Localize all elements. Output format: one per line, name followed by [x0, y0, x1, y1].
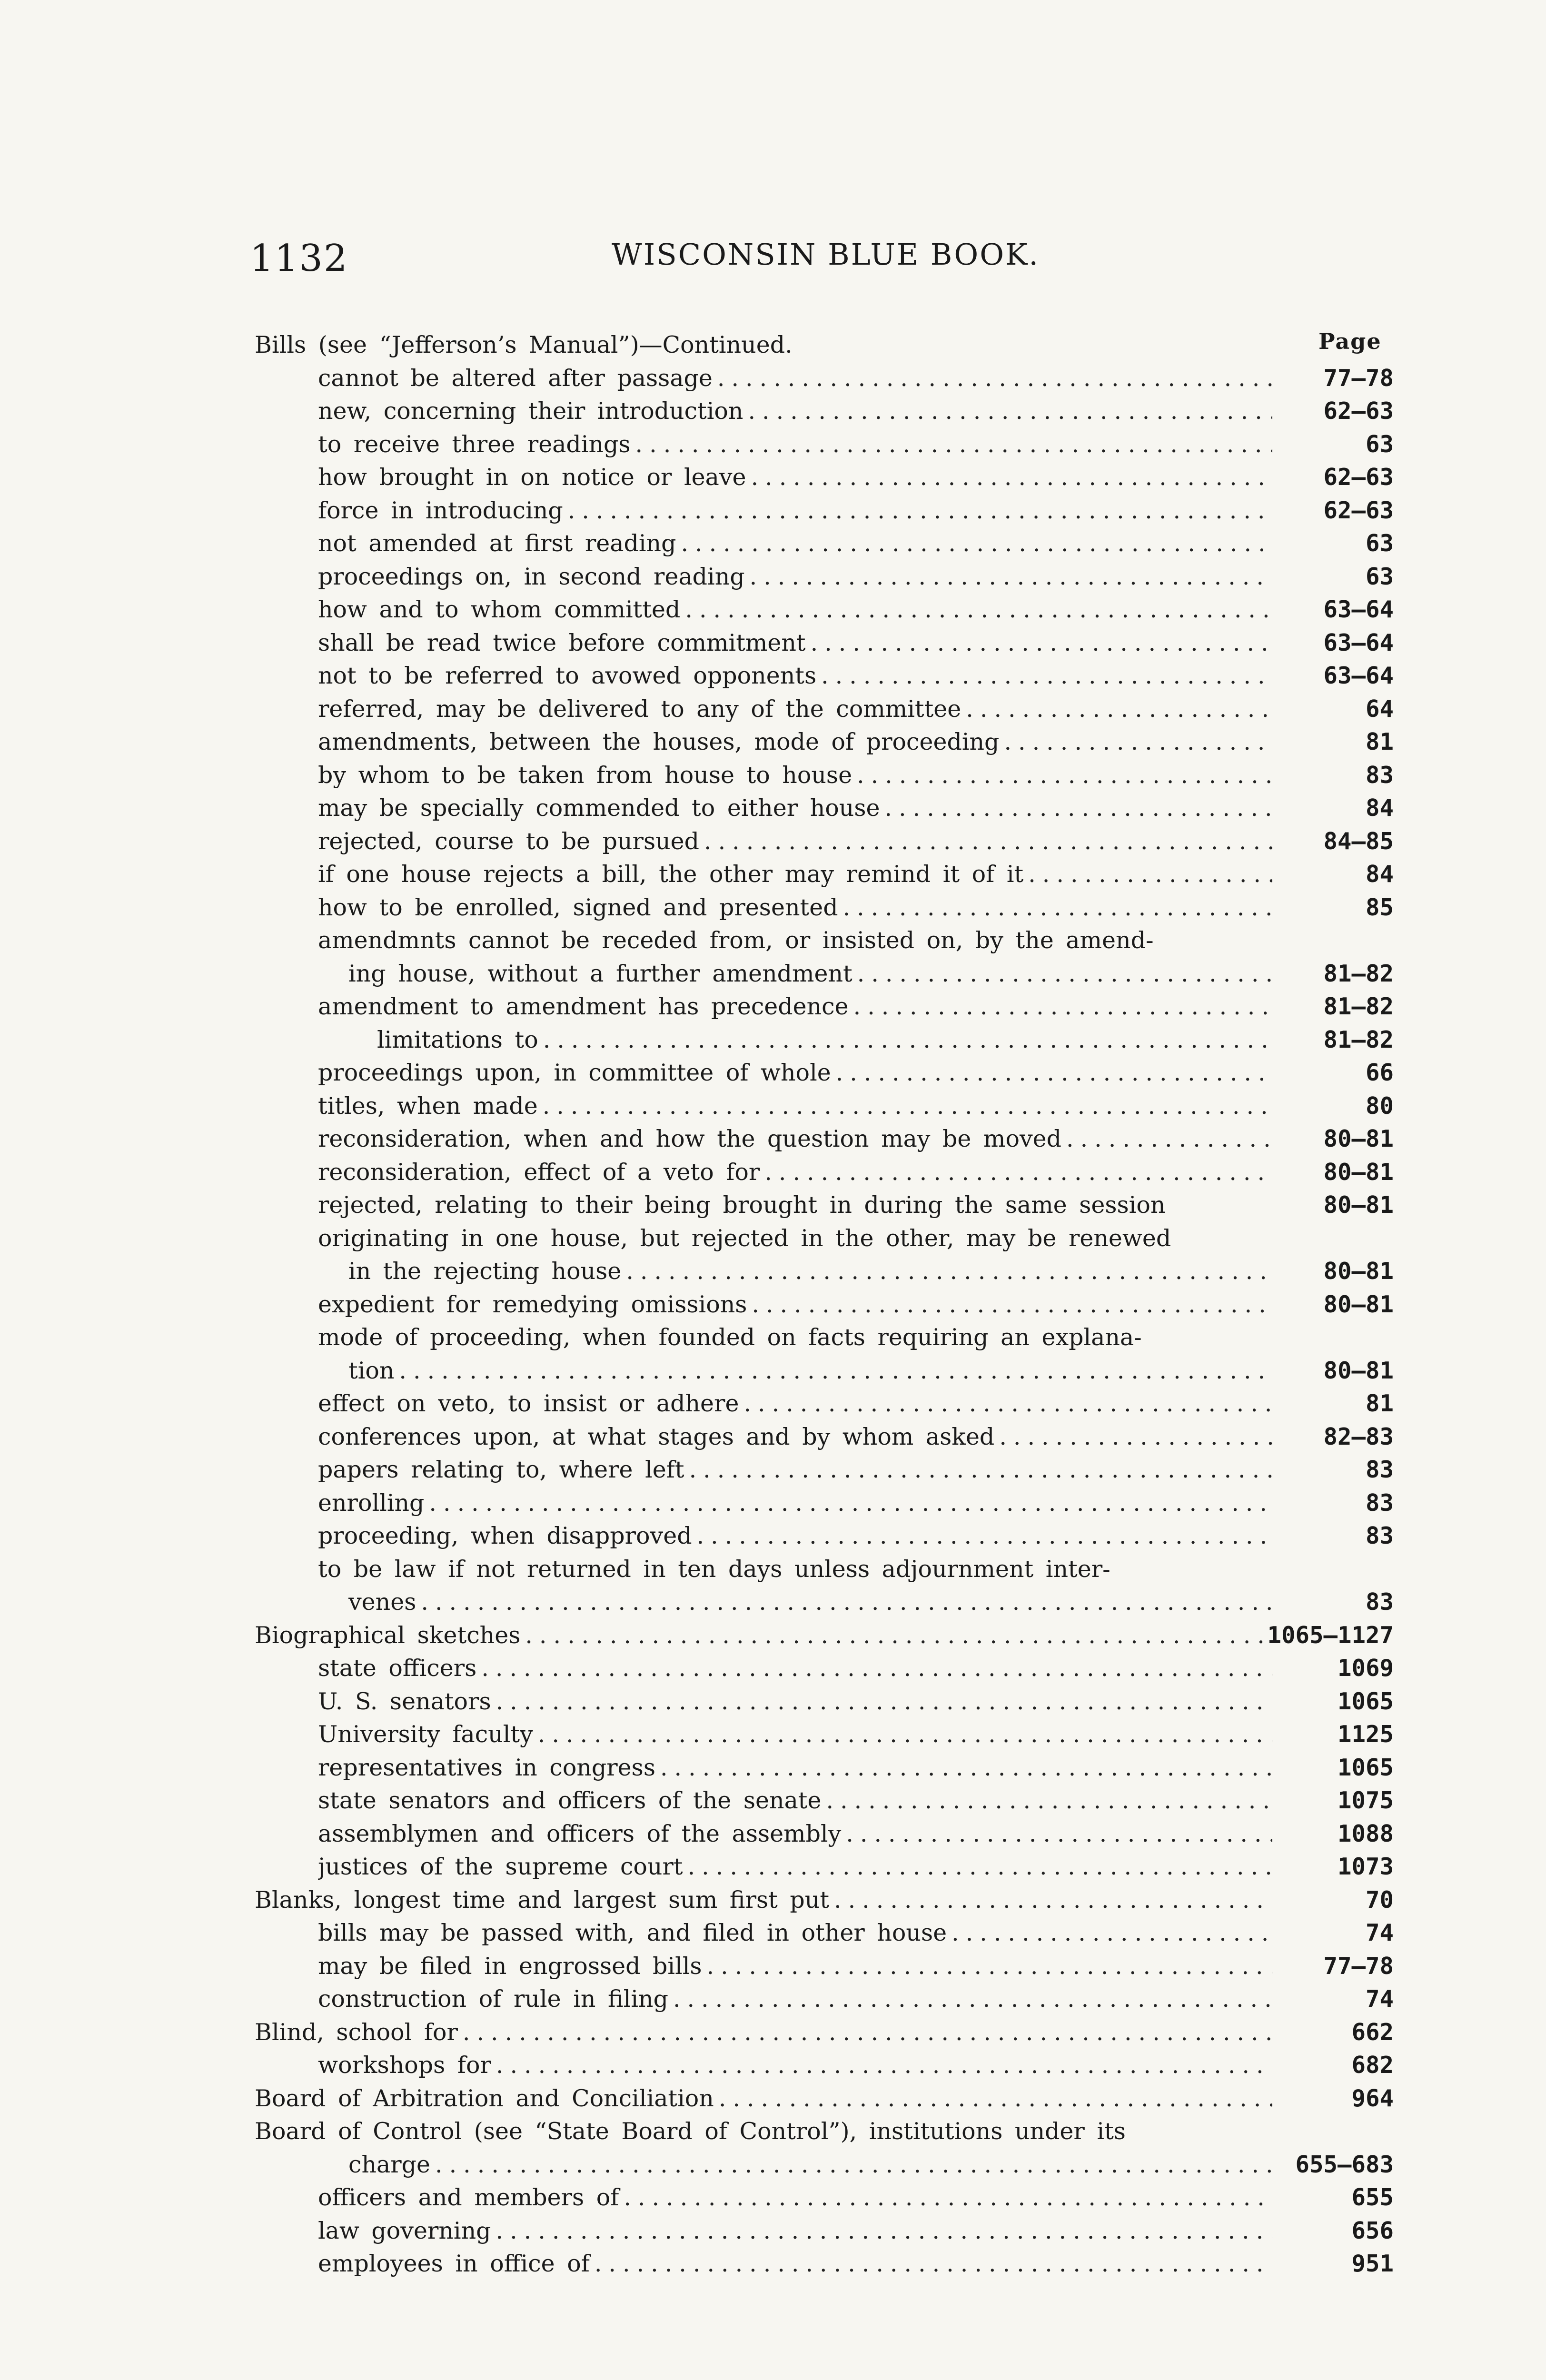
- dot-leader: [826, 1784, 1273, 1817]
- index-entry: [0, 1321, 1546, 1354]
- entry-page-ref: 63–64: [1323, 662, 1394, 689]
- entry-text: U. S. senators: [318, 1687, 491, 1715]
- index-entry: [0, 1983, 1546, 2016]
- index-entry: [0, 2115, 1546, 2148]
- dot-leader: [1004, 725, 1272, 759]
- entry-page-ref: 83: [1365, 761, 1394, 789]
- entry-page-ref: 1088: [1337, 1820, 1394, 1847]
- entry-page-ref: 84: [1365, 861, 1394, 888]
- entry-text: law governing: [318, 2217, 491, 2244]
- entry-text: representatives in congress: [318, 1754, 655, 1781]
- index-entry: [0, 428, 1546, 461]
- dot-leader: [688, 1850, 1272, 1884]
- entry-text: conferences upon, at what stages and by whom asked: [318, 1423, 995, 1450]
- dot-leader: [719, 2082, 1272, 2115]
- index-entries: [0, 328, 1546, 2281]
- entry-text: proceeding, when disapproved: [318, 1522, 692, 1549]
- entry-text: shall be read twice before commitment: [318, 629, 806, 656]
- dot-leader: [685, 593, 1272, 626]
- dot-leader: [704, 825, 1272, 858]
- index-entry: [0, 1056, 1546, 1090]
- index-entry: [0, 1420, 1546, 1454]
- entry-text: construction of rule in filing: [318, 1985, 668, 2013]
- index-entry: [0, 1453, 1546, 1487]
- index-entry: [0, 1718, 1546, 1751]
- entry-page-ref: 1065–1127: [1267, 1621, 1394, 1649]
- entry-page-ref: 80–81: [1323, 1191, 1394, 1219]
- entry-text: Board of Control (see “State Board of Control”), institutions under its: [255, 2118, 1126, 2145]
- dot-leader: [525, 1619, 1272, 1652]
- entry-page-ref: 80–81: [1323, 1357, 1394, 1384]
- entry-text: papers relating to, where left: [318, 1456, 684, 1483]
- dot-leader: [496, 2049, 1272, 2082]
- entry-page-ref: 655: [1351, 2184, 1394, 2211]
- index-entry: [0, 2181, 1546, 2214]
- entry-text: rejected, course to be pursued: [318, 827, 700, 855]
- dot-leader: [697, 1519, 1272, 1553]
- entry-text: state officers: [318, 1655, 477, 1682]
- entry-text: amendment to amendment has precedence: [318, 993, 849, 1020]
- index-entry: [0, 659, 1546, 693]
- entry-text: to receive three readings: [318, 430, 631, 458]
- entry-page-ref: 1065: [1337, 1754, 1394, 1781]
- index-entry: [0, 1652, 1546, 1685]
- entry-text: to be law if not returned in ten days unless adjournment inter-: [318, 1555, 1110, 1583]
- entry-page-ref: 80–81: [1323, 1258, 1394, 1285]
- index-entry: [0, 792, 1546, 825]
- dot-leader: [624, 2181, 1272, 2214]
- entry-text: may be filed in engrossed bills: [318, 1952, 702, 1980]
- entry-text: referred, may be delivered to any of the committee: [318, 695, 961, 723]
- entry-page-ref: 1069: [1337, 1655, 1394, 1682]
- entry-page-ref: 74: [1365, 1919, 1394, 1946]
- entry-text: may be specially commended to either house: [318, 794, 880, 822]
- entry-text: Blind, school for: [255, 2018, 458, 2046]
- index-entry: [0, 1916, 1546, 1950]
- index-entry: [0, 825, 1546, 858]
- dot-leader: [885, 792, 1273, 825]
- entry-page-ref: 64: [1365, 695, 1394, 723]
- entry-text: expedient for remedying omissions: [318, 1290, 747, 1318]
- dot-leader: [846, 1817, 1272, 1851]
- index-entry: [0, 1023, 1546, 1057]
- entry-text: workshops for: [318, 2052, 491, 2079]
- index-entry: [0, 1817, 1546, 1851]
- dot-leader: [435, 2148, 1272, 2182]
- entry-text: state senators and officers of the senate: [318, 1787, 822, 1814]
- index-entry: [0, 1950, 1546, 1983]
- entry-text: bills may be passed with, and filed in other house: [318, 1919, 947, 1946]
- dot-leader: [717, 362, 1272, 395]
- dot-leader: [966, 693, 1272, 726]
- dot-leader: [1028, 858, 1272, 891]
- dot-leader: [626, 1255, 1272, 1288]
- entry-page-ref: 81: [1365, 1390, 1394, 1417]
- index-entry: [0, 1751, 1546, 1785]
- entry-page-ref: 63–64: [1323, 596, 1394, 623]
- entry-page-ref: 62–63: [1323, 464, 1394, 491]
- index-entry: [0, 1685, 1546, 1718]
- entry-page-ref: 81–82: [1323, 1026, 1394, 1053]
- entry-page-ref: 62–63: [1323, 496, 1394, 524]
- entry-text: titles, when made: [318, 1092, 538, 1120]
- dot-leader: [752, 1288, 1272, 1321]
- entry-page-ref: 83: [1365, 1588, 1394, 1616]
- entry-text: amendments, between the houses, mode of proceeding: [318, 728, 1000, 755]
- index-entry: [0, 1288, 1546, 1321]
- entry-text: ing house, without a further amendment: [348, 960, 852, 987]
- entry-page-ref: 81–82: [1323, 993, 1394, 1020]
- index-entry: [0, 527, 1546, 560]
- dot-leader: [429, 1487, 1272, 1520]
- entry-text: proceedings upon, in committee of whole: [318, 1059, 831, 1086]
- index-entry: [0, 1884, 1546, 1917]
- index-entry: [0, 957, 1546, 991]
- entry-text: originating in one house, but rejected in the other, may be renewed: [318, 1224, 1171, 1252]
- entry-page-ref: 63: [1365, 430, 1394, 458]
- index-entry: [0, 759, 1546, 792]
- index-entry: [0, 593, 1546, 626]
- dot-leader: [748, 395, 1272, 428]
- entry-text: reconsideration, when and how the question may be moved: [318, 1125, 1062, 1152]
- entry-text: reconsideration, effect of a veto for: [318, 1158, 760, 1186]
- entry-text: force in introducing: [318, 496, 563, 524]
- dot-leader: [764, 1156, 1272, 1189]
- entry-page-ref: 82–83: [1323, 1423, 1394, 1450]
- index-entry: [0, 924, 1546, 957]
- dot-leader: [857, 759, 1272, 792]
- dot-leader: [463, 2016, 1272, 2049]
- dot-leader: [834, 1884, 1272, 1917]
- dot-leader: [750, 560, 1272, 594]
- dot-leader: [421, 1586, 1272, 1619]
- index-entry: [0, 2214, 1546, 2248]
- entry-text: University faculty: [318, 1721, 533, 1748]
- index-entry: [0, 1850, 1546, 1884]
- index-entry: [0, 395, 1546, 428]
- entry-text: mode of proceeding, when founded on facts requiring an explana-: [318, 1324, 1142, 1351]
- index-entry: [0, 494, 1546, 527]
- entry-text: charge: [348, 2151, 431, 2178]
- entry-page-ref: 66: [1365, 1059, 1394, 1086]
- entry-text: assemblymen and officers of the assembly: [318, 1820, 842, 1847]
- index-entry: [0, 1156, 1546, 1189]
- dot-leader: [836, 1056, 1272, 1090]
- entry-page-ref: 77–78: [1323, 1952, 1394, 1980]
- index-entry: [0, 1553, 1546, 1586]
- index-entry: [0, 1619, 1546, 1652]
- entry-text: cannot be altered after passage: [318, 364, 713, 392]
- entry-page-ref: 80–81: [1323, 1158, 1394, 1186]
- dot-leader: [660, 1751, 1272, 1785]
- dot-leader: [635, 428, 1272, 461]
- entry-page-ref: 682: [1351, 2052, 1394, 2079]
- entry-page-ref: 80–81: [1323, 1290, 1394, 1318]
- entry-page-ref: 63: [1365, 530, 1394, 557]
- index-entry: [0, 990, 1546, 1023]
- entry-text: amendmnts cannot be receded from, or insisted on, by the amend-: [318, 927, 1154, 954]
- page-column-label: Page: [1318, 328, 1382, 354]
- index-entry: [0, 2148, 1546, 2182]
- entry-text: employees in office of: [318, 2250, 590, 2277]
- entry-text: proceedings on, in second reading: [318, 563, 745, 590]
- dot-leader: [673, 1983, 1272, 2016]
- entry-page-ref: 77–78: [1323, 364, 1394, 392]
- dot-leader: [821, 659, 1272, 693]
- entry-page-ref: 81–82: [1323, 960, 1394, 987]
- index-entry: [0, 2082, 1546, 2115]
- entry-page-ref: 63–64: [1323, 629, 1394, 656]
- dot-leader: [595, 2247, 1272, 2281]
- entry-page-ref: 656: [1351, 2217, 1394, 2244]
- entry-page-ref: 964: [1351, 2084, 1394, 2112]
- dot-leader: [853, 990, 1272, 1023]
- entry-page-ref: 81: [1365, 728, 1394, 755]
- entry-page-ref: 84: [1365, 794, 1394, 822]
- entry-text: not to be referred to avowed opponents: [318, 662, 817, 689]
- entry-text: new, concerning their introduction: [318, 397, 743, 425]
- running-title: WISCONSIN BLUE BOOK.: [612, 237, 1040, 272]
- index-entry: [0, 858, 1546, 891]
- entry-text: justices of the supreme court: [318, 1853, 683, 1880]
- dot-leader: [1066, 1122, 1272, 1156]
- index-entry: [0, 328, 1546, 362]
- entry-page-ref: 1075: [1337, 1787, 1394, 1814]
- index-entry: [0, 2016, 1546, 2049]
- dot-leader: [538, 1718, 1272, 1751]
- entry-page-ref: 662: [1351, 2018, 1394, 2046]
- index-entry: [0, 1784, 1546, 1817]
- entry-text: if one house rejects a bill, the other may remind it of it: [318, 861, 1024, 888]
- dot-leader: [496, 1685, 1272, 1718]
- entry-text: enrolling: [318, 1489, 425, 1517]
- entry-page-ref: 74: [1365, 1985, 1394, 2013]
- index-entry: [0, 1222, 1546, 1255]
- entry-page-ref: 951: [1351, 2250, 1394, 2277]
- entry-page-ref: 1065: [1337, 1687, 1394, 1715]
- dot-leader: [999, 1420, 1272, 1454]
- entry-text: tion: [348, 1357, 395, 1384]
- index-entry: [0, 461, 1546, 494]
- entry-text: officers and members of: [318, 2184, 619, 2211]
- entry-text: in the rejecting house: [348, 1258, 622, 1285]
- index-entry: [0, 1519, 1546, 1553]
- index-entry: [0, 891, 1546, 924]
- dot-leader: [707, 1950, 1272, 1983]
- dot-leader: [399, 1354, 1272, 1388]
- entry-text: not amended at first reading: [318, 530, 676, 557]
- index-entry: [0, 2049, 1546, 2082]
- index-entry: [0, 725, 1546, 759]
- entry-page-ref: 655–683: [1295, 2151, 1394, 2178]
- entry-page-ref: 83: [1365, 1489, 1394, 1517]
- entry-page-ref: 63: [1365, 563, 1394, 590]
- entry-page-ref: 1125: [1337, 1721, 1394, 1748]
- page-number: 1132: [250, 237, 348, 280]
- entry-text: effect on veto, to insist or adhere: [318, 1390, 739, 1417]
- dot-leader: [543, 1090, 1272, 1123]
- dot-leader: [689, 1453, 1272, 1487]
- dot-leader: [743, 1387, 1272, 1420]
- index-entry: [0, 1189, 1546, 1222]
- index-entry: [0, 1487, 1546, 1520]
- index-entry: [0, 626, 1546, 660]
- entry-page-ref: 62–63: [1323, 397, 1394, 425]
- dot-leader: [843, 891, 1272, 924]
- entry-text: by whom to be taken from house to house: [318, 761, 852, 789]
- index-entry: [0, 1255, 1546, 1288]
- entry-text: limitations to: [377, 1026, 538, 1053]
- dot-leader: [811, 626, 1272, 660]
- entry-page-ref: 83: [1365, 1456, 1394, 1483]
- index-entry: [0, 1090, 1546, 1123]
- entry-page-ref: 70: [1365, 1886, 1394, 1914]
- dot-leader: [543, 1023, 1272, 1057]
- entry-text: venes: [348, 1588, 416, 1616]
- index-entry: [0, 1354, 1546, 1388]
- entry-page-ref: 1073: [1337, 1853, 1394, 1880]
- index-entry: [0, 2247, 1546, 2281]
- entry-text: how and to whom committed: [318, 596, 681, 623]
- entry-text: Bills (see “Jefferson’s Manual”)—Continued.: [255, 331, 793, 358]
- index-entry: [0, 1122, 1546, 1156]
- entry-page-ref: 85: [1365, 893, 1394, 921]
- index-entry: [0, 693, 1546, 726]
- dot-leader: [496, 2214, 1272, 2248]
- entry-text: Board of Arbitration and Conciliation: [255, 2084, 714, 2112]
- index-entry: [0, 362, 1546, 395]
- entry-text: how to be enrolled, signed and presented: [318, 893, 838, 921]
- dot-leader: [481, 1652, 1272, 1685]
- dot-leader: [568, 494, 1272, 527]
- entry-page-ref: 80: [1365, 1092, 1394, 1120]
- dot-leader: [951, 1916, 1272, 1950]
- entry-page-ref: 80–81: [1323, 1125, 1394, 1152]
- entry-page-ref: 84–85: [1323, 827, 1394, 855]
- index-entry: [0, 1586, 1546, 1619]
- entry-page-ref: 83: [1365, 1522, 1394, 1549]
- entry-text: Blanks, longest time and largest sum first put: [255, 1886, 830, 1914]
- entry-text: rejected, relating to their being brought in during the same session: [318, 1191, 1166, 1219]
- dot-leader: [751, 461, 1272, 494]
- dot-leader: [681, 527, 1272, 560]
- index-entry: [0, 560, 1546, 594]
- dot-leader: [857, 957, 1272, 991]
- entry-text: how brought in on notice or leave: [318, 464, 746, 491]
- index-entry: [0, 1387, 1546, 1420]
- entry-text: Biographical sketches: [255, 1621, 521, 1649]
